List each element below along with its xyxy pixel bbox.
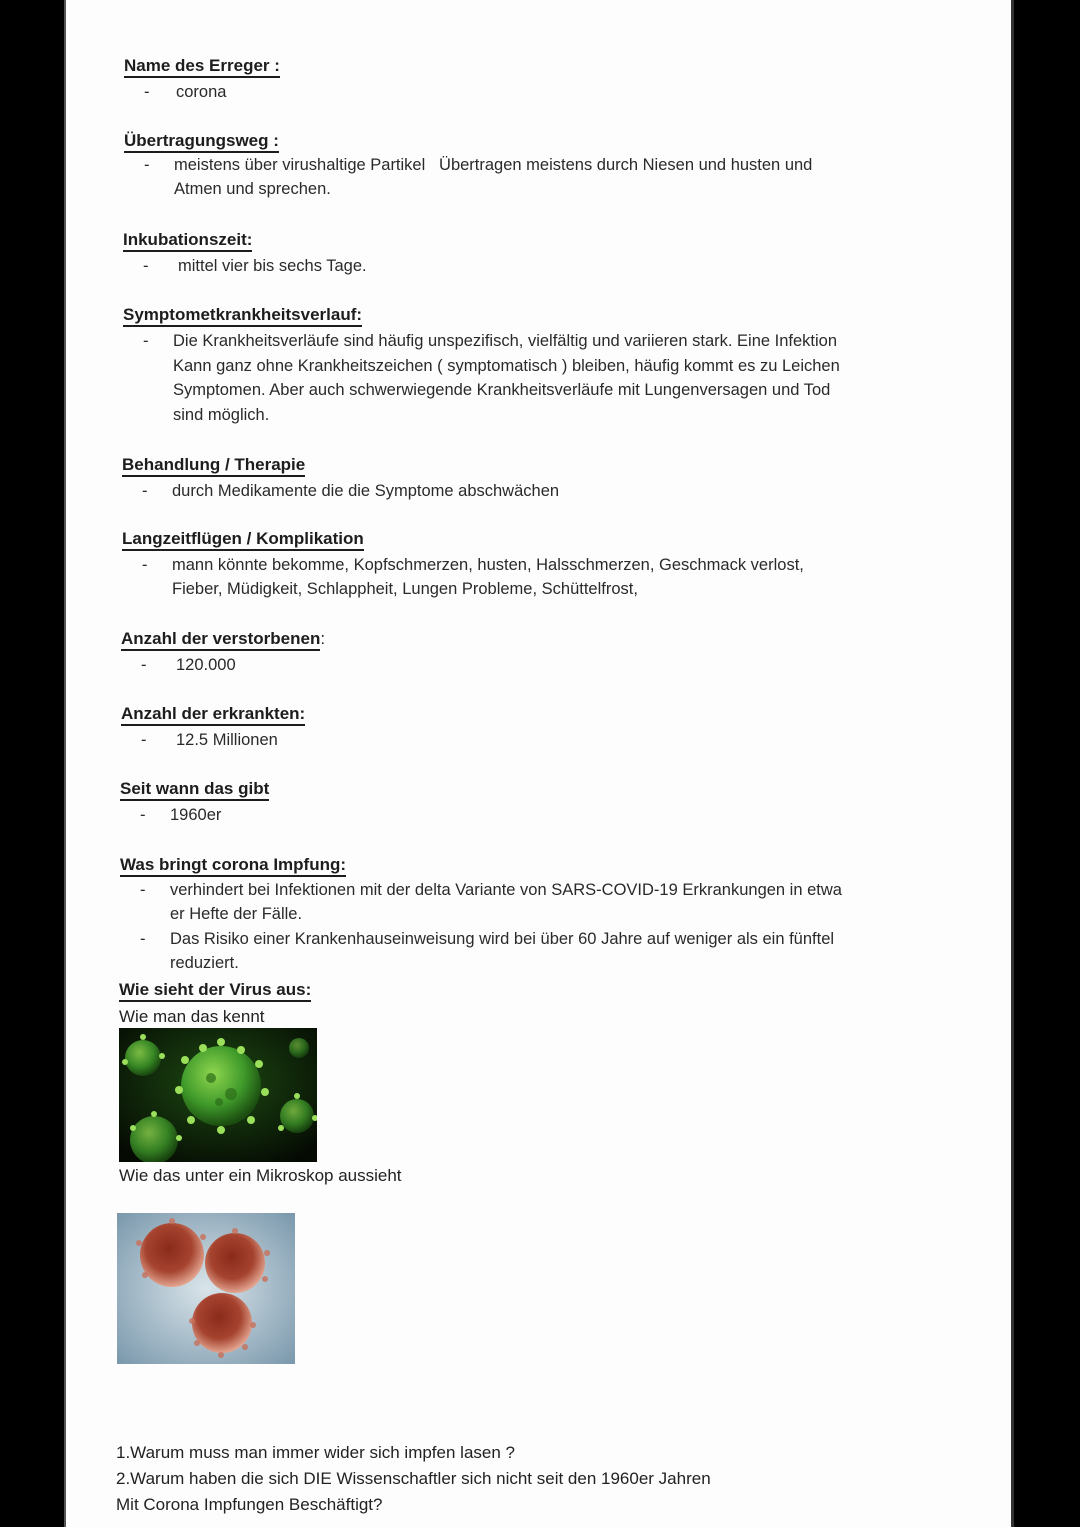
section-uebertragungsweg <box>124 131 1004 201</box>
section-heading: Anzahl der verstorbenen <box>121 629 320 651</box>
list-item: - Das Risiko einer Krankenhauseinweisung wird bei über 60 Jahre auf weniger als ein fünftel reduziert. <box>140 930 835 972</box>
list-item: - corona <box>144 83 227 101</box>
section-impfung <box>120 855 1000 975</box>
image-caption: Wie das unter ein Mikroskop aussieht <box>119 1166 402 1185</box>
question-item: 1.Warum muss man immer wider sich impfen lasen ? <box>116 1443 515 1462</box>
section-inkubationszeit <box>123 230 1003 278</box>
section-virus <box>119 980 999 1028</box>
section-heading: Übertragungsweg : <box>124 131 279 153</box>
section-seit-wann <box>120 779 1000 827</box>
section-verstorbene: Anzahl der verstorbenen: - 120.000 <box>121 629 1001 677</box>
question-item: Mit Corona Impfungen Beschäftigt? <box>116 1495 383 1514</box>
question-list <box>116 1440 711 1518</box>
section-heading: Seit wann das gibt <box>120 779 269 801</box>
list-item: - mittel vier bis sechs Tage. <box>143 257 367 275</box>
document-page <box>64 0 1014 1527</box>
section-erreger <box>124 56 1004 104</box>
list-item: - 120.000 <box>141 656 236 674</box>
virus-microscope-image <box>117 1213 295 1364</box>
section-heading: Symptometkrankheitsverlauf: <box>123 305 362 327</box>
section-krankheitsverlauf <box>123 305 1003 427</box>
list-item: - 12.5 Millionen <box>141 731 278 749</box>
section-komplikation <box>122 529 1002 601</box>
list-item: - durch Medikamente die die Symptome abschwächen <box>142 482 560 500</box>
list-item: - meistens über virushaltige Partikel Übertragen meistens durch Niesen und husten und Atmen und sprechen. <box>144 156 813 198</box>
section-heading: Was bringt corona Impfung: <box>120 855 346 877</box>
section-behandlung <box>122 455 1002 503</box>
list-item: - Die Krankheitsverläufe sind häufig unspezifisch, vielfältig und variieren stark. Eine Infektion Kann ganz ohne Krankheitszeichen ( symptomatisch ) bleiben, häufig kommt es zu Leichen Symptomen. Aber auch schwerwiegende Krankheitsverläufe mit Lungenversagen und Tod sind möglich. <box>143 332 840 424</box>
section-heading: Wie sieht der Virus aus: <box>119 980 311 1002</box>
section-heading: Langzeitflügen / Komplikation <box>122 529 364 551</box>
list-item: - verhindert bei Infektionen mit der delta Variante von SARS-COVID-19 Erkrankungen in etwa er Hefte der Fälle. <box>140 881 842 923</box>
section-erkrankte <box>121 704 1001 752</box>
section-heading: Name des Erreger : <box>124 56 280 78</box>
list-item: - mann könnte bekomme, Kopfschmerzen, husten, Halsschmerzen, Geschmack verlost, Fieber, Müdigkeit, Schlappheit, Lungen Probleme, Schüttelfrost, <box>142 556 804 598</box>
image-caption: Wie man das kennt <box>119 1007 265 1026</box>
list-item: - 1960er <box>140 806 222 824</box>
virus-illustration-image <box>119 1028 317 1162</box>
question-item: 2.Warum haben die sich DIE Wissenschaftler sich nicht seit den 1960er Jahren <box>116 1469 711 1488</box>
section-heading: Inkubationszeit: <box>123 230 252 252</box>
section-heading: Anzahl der erkrankten: <box>121 704 305 726</box>
section-heading: Behandlung / Therapie <box>122 455 305 477</box>
